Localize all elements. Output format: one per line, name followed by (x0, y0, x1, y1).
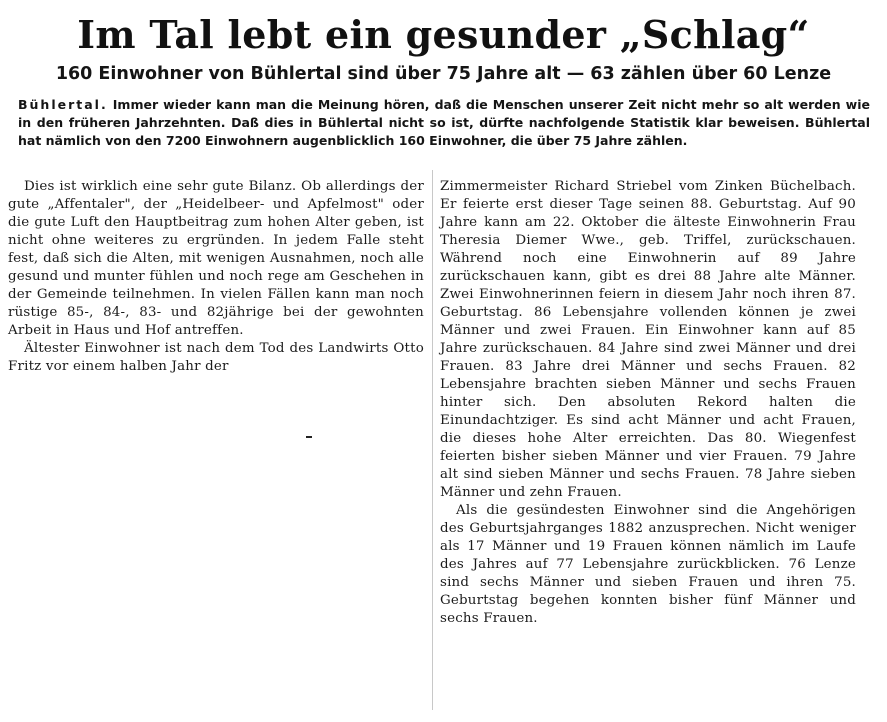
column-divider (432, 170, 433, 710)
headline: Im Tal lebt ein gesunder „Schlag“ (77, 12, 810, 57)
dateline-place: Bühlertal. (18, 97, 108, 112)
right-paragraph-2: Als die gesündesten Einwohner sind die Angehörigen des Geburtsjahrganges 1882 anzusprechen. Nicht weniger als 17 Männer und 19 Frauen können nämlich im Laufe des Jahres auf 77 Lebensjahre zurückblicken. 76 Lenze sind sechs Männer und sieben Frauen und ihren 75. Geburtstag begehen konnten bisher fünf Männer und sechs Frauen. (440, 503, 856, 626)
left-paragraph-2: Ältester Einwohner ist nach dem Tod des Landwirts Otto Fritz vor einem halben Jahr der (8, 341, 424, 374)
subheadline: 160 Einwohner von Bühlertal sind über 75 Jahre alt — 63 zählen über 60 Lenze (55, 64, 832, 84)
lead-paragraph (18, 96, 870, 150)
right-column (440, 178, 856, 628)
left-column (8, 178, 424, 376)
print-mark (306, 436, 312, 438)
right-paragraph-1: Zimmermeister Richard Striebel vom Zinken Büchelbach. Er feierte erst dieser Tage seinen 88. Geburtstag. Auf 90 Jahre kann am 22. Oktober die älteste Einwohnerin Frau Theresia Diemer Wwe., geb. Triffel, zurückschauen. Während noch eine Einwohnerin auf 89 Jahre zurückschauen kann, gibt es drei 88 Jahre alte Männer. Zwei Einwohnerinnen feiern in diesem Jahr noch ihren 87. Geburtstag. 86 Lebensjahre vollenden können je zwei Männer und zwei Frauen. Ein Einwohner kann auf 85 Jahre zurückschauen. 84 Jahre sind zwei Männer und drei Frauen. 83 Jahre drei Männer und sechs Frauen. 82 Lebensjahre brachten sieben Männer und sechs Frauen hinter sich. Den absoluten Rekord halten die Einundachtziger. Es sind acht Männer und acht Frauen, die dieses hohe Alter erreichten. Das 80. Wiegenfest feierten bisher sieben Männer und vier Frauen. 79 Jahre alt sind sieben Männer und sechs Frauen. 78 Jahre sieben Männer und zehn Frauen. (440, 179, 856, 500)
lead-text: Immer wieder kann man die Meinung hören, daß die Menschen unserer Zeit nicht mehr so alt werden wie in den früheren Jahrzehnten. Daß dies in Bühlertal nicht so ist, dürfte nachfolgende Statistik klar beweisen. Bühlertal hat nämlich von den 7200 Einwohnern augenblicklich 160 Einwohner, die über 75 Jahre zählen. (18, 97, 870, 148)
left-paragraph-1: Dies ist wirklich eine sehr gute Bilanz. Ob allerdings der gute „Affentaler", der „Heidelbeer- und Apfelmost" oder die gute Luft den Hauptbeitrag zum hohen Alter geben, ist nicht ohne weiteres zu ergründen. In jedem Falle steht fest, daß sich die Alten, mit wenigen Ausnahmen, noch alle gesund und munter fühlen und noch rege am Geschehen in der Gemeinde teilnehmen. In vielen Fällen kann man noch rüstige 85-, 84-, 83- und 82jährige bei der gewohnten Arbeit in Haus und Hof antreffen. (8, 179, 424, 338)
